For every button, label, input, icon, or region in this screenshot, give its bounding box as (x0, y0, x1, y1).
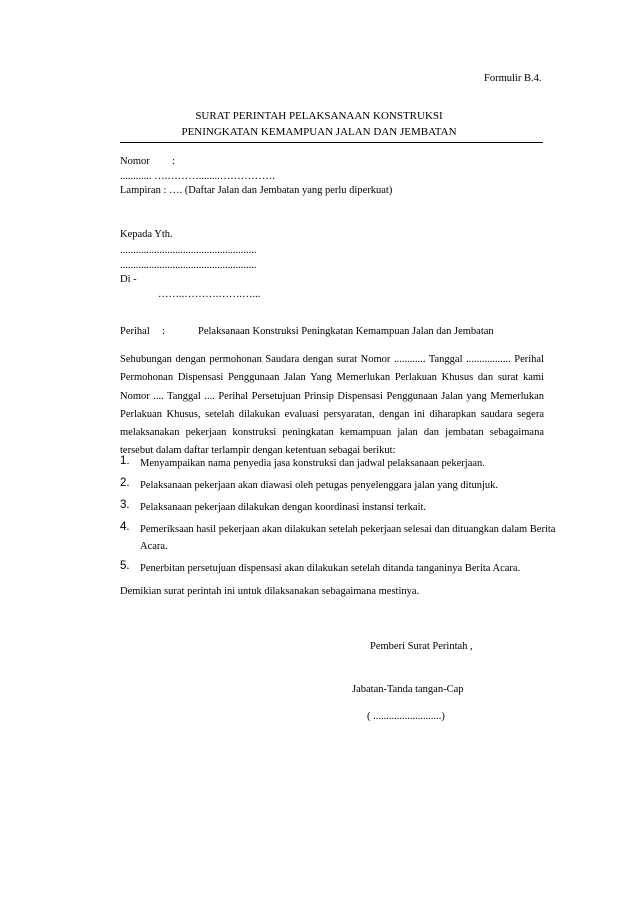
nomor-label: Nomor (120, 156, 150, 167)
di-label: Di - (120, 274, 137, 285)
title-underline (120, 142, 543, 143)
title-line-2: PENINGKATAN KEMAMPUAN JALAN DAN JEMBATAN (181, 126, 457, 138)
title-line-1: SURAT PERINTAH PELAKSANAAN KONSTRUKSI (195, 110, 443, 122)
perihal-colon: : (162, 326, 165, 337)
body-paragraph: Sehubungan dengan permohonan Saudara dengan surat Nomor ............ Tanggal ................. Perihal Permohonan Dispensasi Penggunaan Jalan Yang Memerlukan Perlakuan Khusus dan surat kami Nomor .... Tanggal .... Perihal Persetujuan Prinsip Dispensasi Penggunaan Jalan yang Memerlukan Perlakuan Khusus, setelah dilakukan evaluasi persyaratan, dengan ini diharapkan saudara segera melaksanakan pekerjaan konstruksi peningkatan kemampuan jalan dan jembatan sebagaimana tersebut dalam daftar terlampir dengan ketentuan sebagai berikut: (120, 354, 544, 457)
perihal-value: Pelaksanaan Konstruksi Peningkatan Kemampuan Jalan dan Jembatan (198, 326, 494, 337)
recipient-heading: Kepada Yth. (120, 229, 173, 240)
list-number: 2. (120, 477, 130, 489)
list-number: 1. (120, 455, 130, 467)
signer-name: ( ..........................) (367, 711, 445, 722)
list-text: Menyampaikan nama penyedia jasa konstruksi dan jadwal pelaksanaan pekerjaan. (140, 458, 485, 469)
lampiran-line (120, 184, 392, 197)
form-code: Formulir B.4. (484, 73, 542, 84)
list-text: Penerbitan persetujuan dispensasi akan dilakukan setelah ditanda tanganinya Berita Acara. (140, 563, 521, 574)
perihal-label: Perihal (120, 326, 150, 337)
recipient-line-2: .................................................... (120, 260, 257, 271)
nomor-value: ............ ….………........……………. (120, 171, 275, 182)
signer-position: Jabatan-Tanda tangan-Cap (352, 684, 464, 695)
list-text: Pelaksanaan pekerjaan akan diawasi oleh petugas penyelenggara jalan yang ditunjuk. (140, 480, 499, 491)
closing-sentence: Demikian surat perintah ini untuk dilaksanakan sebagaimana mestinya. (120, 586, 420, 597)
di-value: ……..……….…….…... (158, 289, 261, 300)
list-number: 3. (120, 499, 130, 511)
list-text: Pemeriksaan hasil pekerjaan akan dilakukan setelah pekerjaan selesai dan dituangkan dalam Berita Acara. (140, 524, 556, 552)
recipient-line-1: .................................................... (120, 245, 257, 256)
list-number: 5. (120, 560, 130, 572)
list-number: 4. (120, 521, 130, 533)
lampiran-label: Lampiran (120, 185, 161, 196)
list-text: Pelaksanaan pekerjaan dilakukan dengan koordinasi instansi terkait. (140, 502, 427, 513)
signer-title: Pemberi Surat Perintah , (370, 641, 473, 652)
nomor-colon: : (172, 156, 175, 167)
lampiran-value: : …. (Daftar Jalan dan Jembatan yang perlu diperkuat) (163, 185, 393, 196)
